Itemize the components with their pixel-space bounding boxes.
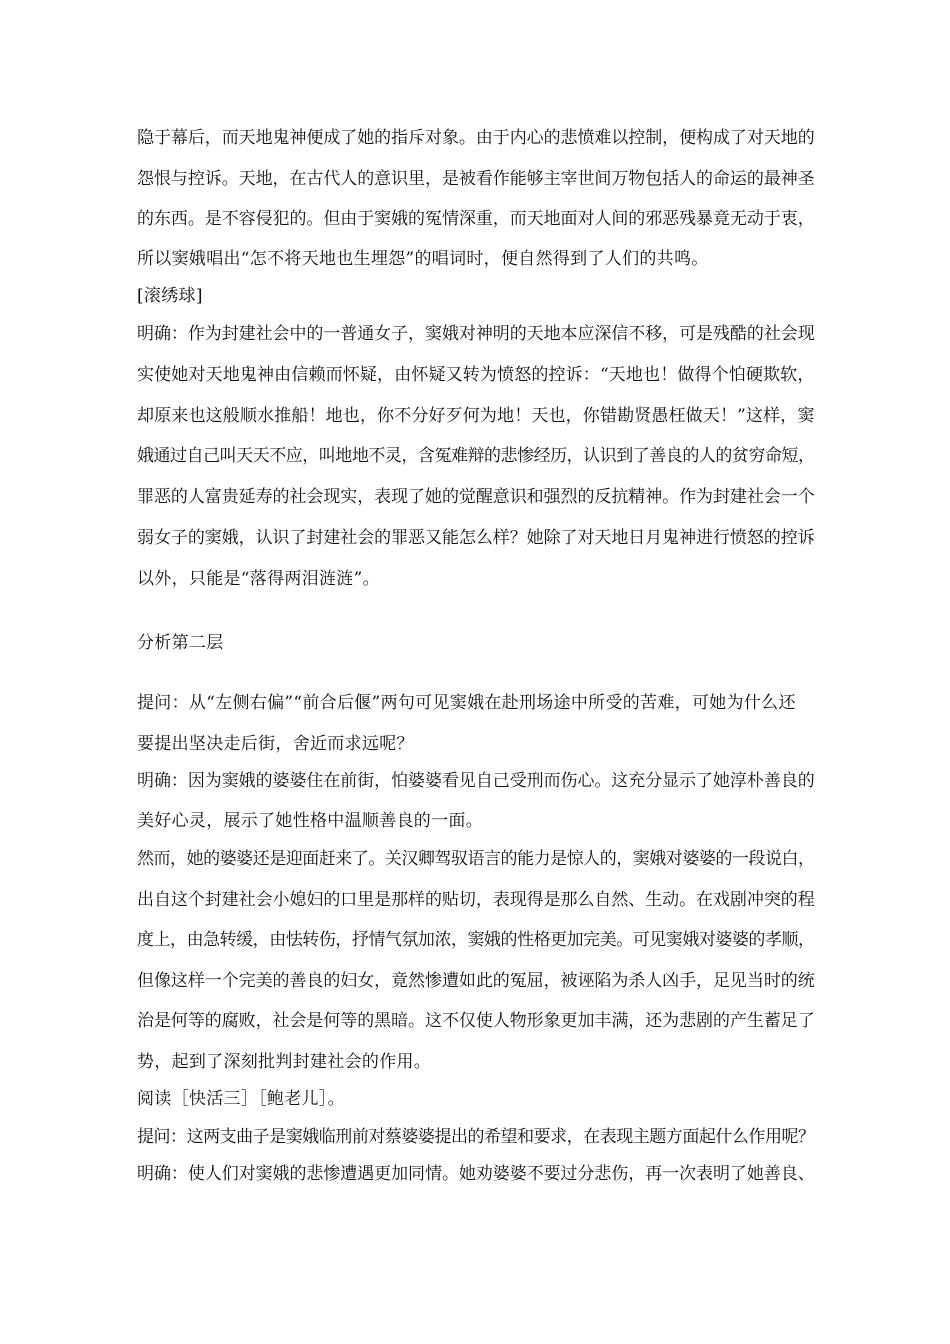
text-line: 要提出坚决走后街，舍近而求远呢？ (137, 734, 414, 754)
section-heading: 分析第二层 (137, 633, 224, 653)
section-marker: [滚绣球] (137, 286, 203, 306)
text-line: 出自这个封建社会小媳妇的口里是那样的贴切，表现得是那么自然、生动。在戏剧冲突的程 (137, 890, 815, 910)
text-line: 明确：使人们对窦娥的悲惨遭遇更加同情。她劝婆婆不要过分悲伤，再一次表明了她善良、 (137, 1164, 815, 1184)
text-line: 提问：这两支曲子是窦娥临刑前对蔡婆婆提出的希望和要求，在表现主题方面起什么作用呢？ (137, 1127, 815, 1147)
text-line: 阅读［快活三］［鲍老儿］。 (137, 1089, 345, 1109)
text-line: 以外，只能是“落得两泪涟涟”。 (137, 569, 380, 589)
text-line: 度上，由急转缓，由怯转伤，抒情气氛加浓，窦娥的性格更加完美。可见窦娥对婆婆的孝顺， (137, 930, 815, 950)
text-line: 明确：因为窦娥的婆婆住在前街，怕婆婆看见自己受刑而伤心。这充分显示了她淳朴善良的 (137, 771, 815, 791)
text-line: 怨恨与控诉。天地，在古代人的意识里，是被看作能够主宰世间万物包括人的命运的最神圣 (137, 169, 815, 189)
text-line: 实使她对天地鬼神由信赖而怀疑，由怀疑又转为愤怒的控诉：“天地也！做得个怕硬欺软， (137, 365, 815, 385)
text-line: 美好心灵，展示了她性格中温顺善良的一面。 (137, 811, 483, 831)
text-line: 明确：作为封建社会中的一普通女子，窦娥对神明的天地本应深信不移，可是残酷的社会现 (137, 324, 815, 344)
text-line: 的东西。是不容侵犯的。但由于窦娥的冤情深重，而天地面对人间的邪恶残暴竟无动于衷， (137, 209, 815, 229)
text-line: 所以窦娥唱出“怎不将天地也生埋怨”的唱词时，便自然得到了人们的共鸣。 (137, 249, 709, 269)
text-line: 然而，她的婆婆还是迎面赶来了。关汉卿驾驭语言的能力是惊人的，窦娥对婆婆的一段说白， (137, 849, 815, 869)
text-line: 势，起到了深刻批判封建社会的作用。 (137, 1052, 432, 1072)
text-line: 娥通过自己叫天天不应，叫地地不灵，含冤难辩的悲惨经历，认识到了善良的人的贫穷命短， (137, 446, 815, 466)
text-line: 提问：从“左侧右偏”“前合后偃”两句可见窦娥在赴刑场途中所受的苦难，可她为什么还 (137, 693, 796, 713)
text-line: 但像这样一个完美的善良的妇女，竟然惨遭如此的冤屈，被诬陷为杀人凶手，足见当时的统 (137, 971, 815, 991)
text-line: 弱女子的窦娥，认识了封建社会的罪恶又能怎么样？她除了对天地日月鬼神进行愤怒的控诉 (137, 528, 815, 548)
text-line: 罪恶的人富贵延寿的社会现实，表现了她的觉醒意识和强烈的反抗精神。作为封建社会一个 (137, 487, 815, 507)
text-line: 却原来也这般顺水推船！地也，你不分好歹何为地！天也，你错勘贤愚枉做天！”这样，窦 (137, 406, 815, 426)
text-line: 治是何等的腐败，社会是何等的黑暗。这不仅使人物形象更加丰满，还为悲剧的产生蓄足了 (137, 1011, 815, 1031)
text-line: 隐于幕后，而天地鬼神便成了她的指斥对象。由于内心的悲愤难以控制，便构成了对天地的 (137, 128, 815, 148)
